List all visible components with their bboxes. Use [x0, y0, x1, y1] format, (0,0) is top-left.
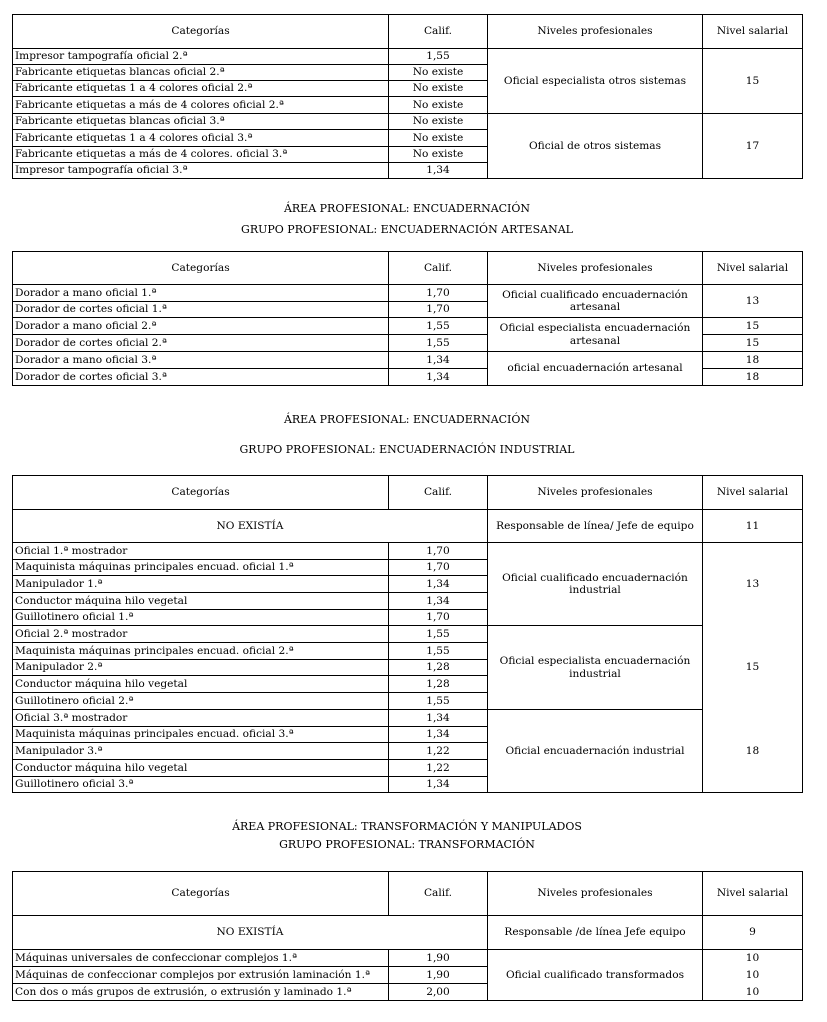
categoria-cell: Impresor tampografía oficial 3.ª — [13, 163, 389, 179]
categoria-cell: Impresor tampografía oficial 2.ª — [13, 49, 389, 65]
categoria-cell: Fabricante etiquetas a más de 4 colores oficial 2.ª — [13, 97, 389, 114]
area-heading: ÁREA PROFESIONAL: ENCUADERNACIÓN — [283, 413, 531, 426]
nivel-profesional-cell: oficial encuadernación artesanal — [488, 352, 703, 386]
header-categorias: Categorías — [13, 15, 389, 49]
categoria-cell: Fabricante etiquetas a más de 4 colores. oficial 3.ª — [13, 147, 389, 163]
table-header-row — [13, 15, 803, 49]
categoria-cell: Guillotinero oficial 1.ª — [13, 610, 389, 626]
categoria-cell: Con dos o más grupos de extrusión, o extrusión y laminado 1.ª — [13, 984, 389, 1001]
categoria-cell: Guillotinero oficial 3.ª — [13, 777, 389, 793]
calif-cell: 1,34 — [389, 352, 488, 369]
table-row — [13, 49, 803, 65]
calif-cell: 1,34 — [389, 576, 488, 593]
calif-cell: 1,55 — [389, 49, 488, 65]
header-calif: Calif. — [389, 476, 488, 510]
categoria-cell: Máquinas de confeccionar complejos por extrusión laminación 1.ª — [13, 967, 389, 984]
categoria-cell: Manipulador 3.ª — [13, 743, 389, 760]
table-row — [13, 710, 803, 727]
categoria-cell: Fabricante etiquetas 1 a 4 colores oficial 2.ª — [13, 81, 389, 97]
categoria-cell: Manipulador 2.ª — [13, 660, 389, 676]
categoria-cell: Guillotinero oficial 2.ª — [13, 693, 389, 710]
nivel-salarial-cell: 17 — [703, 114, 803, 179]
nivel-salarial-cell: 18 — [703, 710, 803, 793]
calif-cell: 1,34 — [389, 710, 488, 727]
calif-cell: 1,55 — [389, 335, 488, 352]
nivel-profesional-cell: Oficial especialista encuadernación artesanal — [488, 318, 703, 352]
header-nivel-salarial: Nivel salarial — [703, 476, 803, 510]
calif-cell: No existe — [389, 147, 488, 163]
nivel-salarial-cell: 11 — [703, 510, 803, 543]
table-row — [13, 950, 803, 967]
table-encuadernacion-artesanal — [12, 251, 803, 386]
nivel-profesional-cell: Responsable de línea/ Jefe de equipo — [488, 510, 703, 543]
no-existia-cell: NO EXISTÍA — [13, 916, 488, 950]
header-niveles: Niveles profesionales — [488, 872, 703, 916]
categoria-cell: Maquinista máquinas principales encuad. oficial 3.ª — [13, 727, 389, 743]
calif-cell: 1,55 — [389, 643, 488, 660]
calif-cell: 1,34 — [389, 163, 488, 179]
nivel-salarial-cell: 15 — [703, 318, 803, 335]
table-header-row — [13, 872, 803, 916]
table-row — [13, 352, 803, 369]
table-row — [13, 626, 803, 643]
table-encuadernacion-industrial — [12, 475, 803, 793]
categoria-cell: Conductor máquina hilo vegetal — [13, 676, 389, 693]
table-row — [13, 318, 803, 335]
nivel-profesional-cell: Oficial especialista encuadernación industrial — [488, 626, 703, 710]
grupo-heading: GRUPO PROFESIONAL: TRANSFORMACIÓN — [279, 838, 535, 851]
table-row — [13, 543, 803, 560]
nivel-salarial-cell: 18 — [703, 352, 803, 369]
categoria-cell: Maquinista máquinas principales encuad. oficial 1.ª — [13, 560, 389, 576]
nivel-profesional-cell: Responsable /de línea Jefe equipo — [488, 916, 703, 950]
calif-cell: 1,55 — [389, 693, 488, 710]
calif-cell: 1,70 — [389, 285, 488, 302]
categoria-cell: Fabricante etiquetas blancas oficial 3.ª — [13, 114, 389, 130]
table-otros-sistemas — [12, 14, 803, 179]
calif-cell: 1,34 — [389, 727, 488, 743]
calif-cell: 1,70 — [389, 610, 488, 626]
calif-cell: 1,70 — [389, 560, 488, 576]
categoria-cell: Oficial 1.ª mostrador — [13, 543, 389, 560]
area-heading: ÁREA PROFESIONAL: TRANSFORMACIÓN Y MANIPULADOS — [232, 820, 582, 833]
categoria-cell: Dorador de cortes oficial 2.ª — [13, 335, 389, 352]
categoria-cell: Maquinista máquinas principales encuad. oficial 2.ª — [13, 643, 389, 660]
nivel-salarial-cell: 9 — [703, 916, 803, 950]
no-existia-cell: NO EXISTÍA — [13, 510, 488, 543]
nivel-salarial-cell: 15 — [703, 626, 803, 710]
header-niveles: Niveles profesionales — [488, 252, 703, 285]
table-header-row — [13, 252, 803, 285]
header-calif: Calif. — [389, 252, 488, 285]
table-row — [13, 916, 803, 950]
header-categorias: Categorías — [13, 872, 389, 916]
categoria-cell: Manipulador 1.ª — [13, 576, 389, 593]
calif-cell: 1,34 — [389, 593, 488, 610]
nivel-salarial-cell: 18 — [703, 369, 803, 386]
table-row — [13, 510, 803, 543]
categoria-cell: Dorador a mano oficial 2.ª — [13, 318, 389, 335]
calif-cell: 1,28 — [389, 676, 488, 693]
grupo-heading: GRUPO PROFESIONAL: ENCUADERNACIÓN INDUSTRIAL — [239, 443, 575, 456]
categoria-cell: Dorador de cortes oficial 3.ª — [13, 369, 389, 386]
nivel-salarial-cell: 15 — [703, 335, 803, 352]
header-nivel-salarial: Nivel salarial — [703, 252, 803, 285]
grupo-heading: GRUPO PROFESIONAL: ENCUADERNACIÓN ARTESANAL — [241, 223, 573, 236]
calif-cell: 1,28 — [389, 660, 488, 676]
nivel-profesional-cell: Oficial encuadernación industrial — [488, 710, 703, 793]
nivel-profesional-cell: Oficial especialista otros sistemas — [488, 49, 703, 114]
nivel-salarial-cell: 10 — [703, 967, 803, 984]
calif-cell: 1,34 — [389, 777, 488, 793]
calif-cell: 2,00 — [389, 984, 488, 1001]
header-nivel-salarial: Nivel salarial — [703, 15, 803, 49]
nivel-profesional-cell: Oficial cualificado transformados — [488, 950, 703, 1001]
calif-cell: No existe — [389, 114, 488, 130]
header-calif: Calif. — [389, 15, 488, 49]
nivel-salarial-cell: 13 — [703, 285, 803, 318]
table-header-row — [13, 476, 803, 510]
table-row — [13, 285, 803, 302]
categoria-cell: Máquinas universales de confeccionar complejos 1.ª — [13, 950, 389, 967]
table-transformacion — [12, 871, 803, 1001]
header-niveles: Niveles profesionales — [488, 476, 703, 510]
calif-cell: 1,22 — [389, 743, 488, 760]
calif-cell: No existe — [389, 130, 488, 147]
nivel-salarial-cell: 10 — [703, 984, 803, 1001]
categoria-cell: Oficial 2.ª mostrador — [13, 626, 389, 643]
categoria-cell: Fabricante etiquetas blancas oficial 2.ª — [13, 65, 389, 81]
nivel-profesional-cell: Oficial cualificado encuadernación industrial — [488, 543, 703, 626]
table-row — [13, 114, 803, 130]
header-calif: Calif. — [389, 872, 488, 916]
header-niveles: Niveles profesionales — [488, 15, 703, 49]
calif-cell: 1,22 — [389, 760, 488, 777]
header-categorias: Categorías — [13, 252, 389, 285]
calif-cell: No existe — [389, 97, 488, 114]
nivel-salarial-cell: 10 — [703, 950, 803, 967]
header-nivel-salarial: Nivel salarial — [703, 872, 803, 916]
nivel-profesional-cell: Oficial cualificado encuadernación artesanal — [488, 285, 703, 318]
area-heading: ÁREA PROFESIONAL: ENCUADERNACIÓN — [283, 202, 531, 215]
calif-cell: 1,90 — [389, 967, 488, 984]
calif-cell: 1,70 — [389, 302, 488, 318]
categoria-cell: Oficial 3.ª mostrador — [13, 710, 389, 727]
nivel-salarial-cell: 13 — [703, 543, 803, 626]
nivel-salarial-cell: 15 — [703, 49, 803, 114]
categoria-cell: Dorador a mano oficial 3.ª — [13, 352, 389, 369]
calif-cell: 1,55 — [389, 318, 488, 335]
categoria-cell: Fabricante etiquetas 1 a 4 colores oficial 3.ª — [13, 130, 389, 147]
calif-cell: 1,55 — [389, 626, 488, 643]
calif-cell: 1,34 — [389, 369, 488, 386]
nivel-profesional-cell: Oficial de otros sistemas — [488, 114, 703, 179]
calif-cell: 1,90 — [389, 950, 488, 967]
calif-cell: 1,70 — [389, 543, 488, 560]
categoria-cell: Conductor máquina hilo vegetal — [13, 760, 389, 777]
calif-cell: No existe — [389, 65, 488, 81]
header-categorias: Categorías — [13, 476, 389, 510]
categoria-cell: Conductor máquina hilo vegetal — [13, 593, 389, 610]
categoria-cell: Dorador de cortes oficial 1.ª — [13, 302, 389, 318]
calif-cell: No existe — [389, 81, 488, 97]
categoria-cell: Dorador a mano oficial 1.ª — [13, 285, 389, 302]
